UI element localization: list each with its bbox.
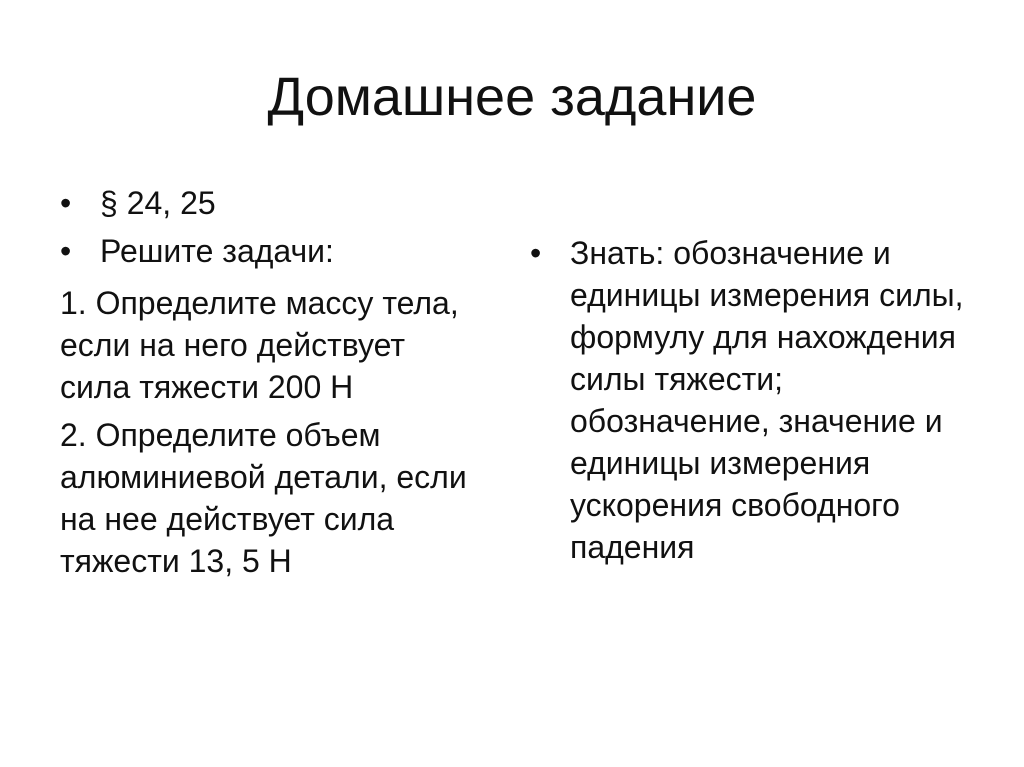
paragraphs-text: § 24, 25 xyxy=(100,185,216,221)
bullet-icon: • xyxy=(60,233,72,269)
bullet-item-solve-tasks xyxy=(60,230,480,272)
know-text: Знать: обозначение и единицы измерения силы, формулу для нахождения силы тяжести; обозначение, значение и единицы измерения ускорения свободного падения xyxy=(570,235,964,565)
solve-tasks-text: Решите задачи: xyxy=(100,233,334,269)
left-column xyxy=(60,182,480,582)
task-2: 2. Определите объем алюминиевой детали, если на нее действует сила тяжести 13, 5 Н xyxy=(60,417,467,579)
bullet-icon: • xyxy=(60,185,72,221)
task-1: 1. Определите массу тела, если на него действует сила тяжести 200 Н xyxy=(60,285,459,405)
bullet-item-know xyxy=(530,232,970,568)
bullet-icon: • xyxy=(530,235,542,271)
right-column xyxy=(530,232,970,574)
bullet-item-paragraphs xyxy=(60,182,480,224)
slide-title: Домашнее задание xyxy=(267,67,757,127)
